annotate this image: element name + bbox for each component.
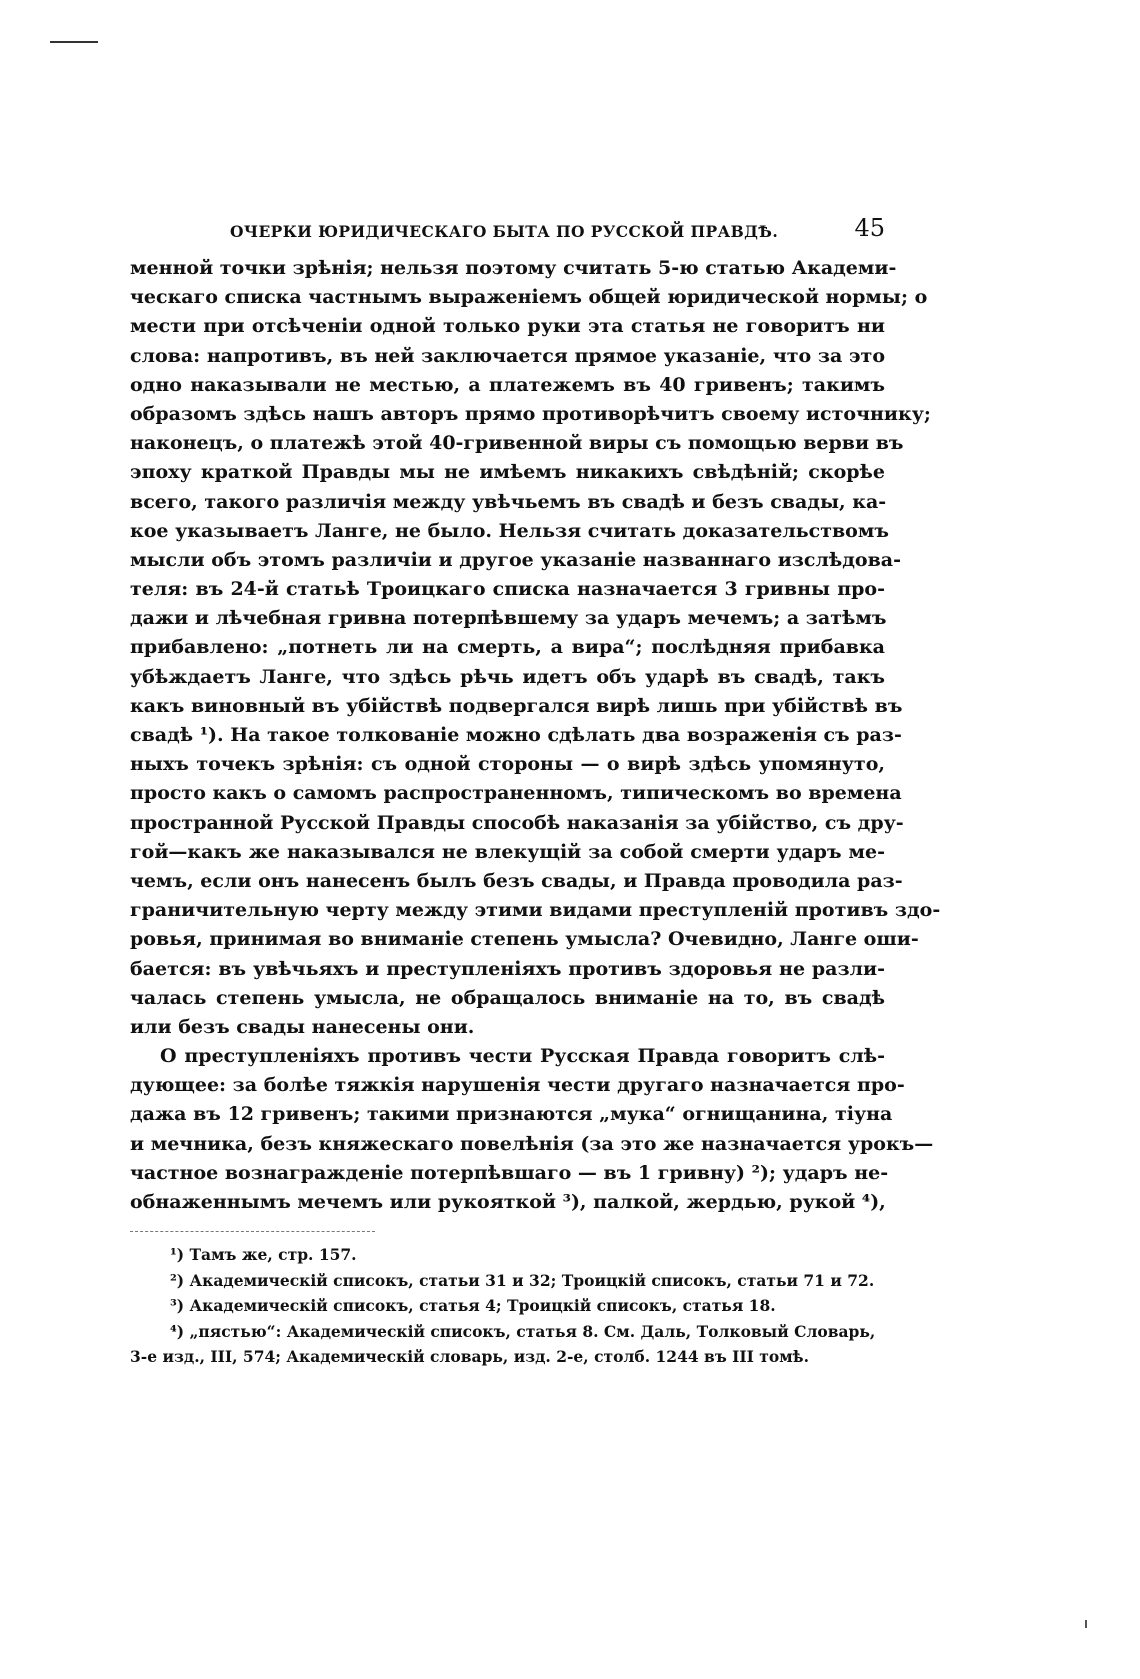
- text-line: дующее: за болѣе тяжкія нарушенія чести другаго назначается про-: [130, 1074, 905, 1097]
- text-line: чалась степень умысла, не обращалось вниманіе на то, въ свадѣ: [130, 986, 885, 1009]
- text-line: бается: въ увѣчьяхъ и преступленіяхъ противъ здоровья не разли-: [130, 957, 885, 980]
- text-line: чемъ, если онъ нанесенъ былъ безъ свады, и Правда проводила раз-: [130, 869, 903, 892]
- text-line: граничительную черту между этими видами преступленій противъ здо-: [130, 899, 941, 922]
- paragraph-start-line: О преступленіяхъ противъ чести Русская Правда говоритъ слѣ-: [160, 1045, 885, 1068]
- text-line: ческаго списка частнымъ выраженіемъ общей юридической нормы; о: [130, 286, 928, 309]
- text-line: и мечника, безъ княжескаго повелѣнія (за это же назначается урокъ—: [130, 1132, 934, 1155]
- text-line: образомъ здѣсь нашъ авторъ прямо противорѣчитъ своему источнику;: [130, 402, 931, 425]
- text-line: эпоху краткой Правды мы не имѣемъ никакихъ свѣдѣній; скорѣе: [130, 461, 885, 484]
- text-line: прибавлено: „потнеть ли на смерть, а вира“; послѣдняя прибавка: [130, 636, 885, 659]
- text-line: просто какъ о самомъ распространенномъ, типическомъ во времена: [130, 782, 902, 805]
- text-line: одно наказывали не местью, а платежемъ въ 40 гривенъ; такимъ: [130, 373, 885, 396]
- text-line: мести при отсѣченіи одной только руки эта статья не говоритъ ни: [130, 315, 885, 338]
- footnote-separator: [130, 1231, 375, 1232]
- text-line: всего, такого различія между увѣчьемъ въ свадѣ и безъ свады, ка-: [130, 490, 887, 513]
- text-line: гой—какъ же наказывался не влекущій за собой смерти ударъ ме-: [130, 840, 885, 863]
- text-line: слова: напротивъ, въ ней заключается прямое указаніе, что за это: [130, 344, 885, 367]
- footnote-4: ⁴) „пястью“: Академическій списокъ, статья 8. См. Даль, Толковый Словарь,: [170, 1321, 876, 1341]
- text-line: дажи и лѣчебная гривна потерпѣвшему за ударъ мечемъ; а затѣмъ: [130, 607, 887, 630]
- footnote-1: ¹) Тамъ же, стр. 157.: [170, 1245, 357, 1265]
- text-line: ныхъ точекъ зрѣнія: съ одной стороны — о вирѣ здѣсь упомянуто,: [130, 753, 885, 776]
- page-number: 45: [854, 214, 885, 242]
- text-line: мысли объ этомъ различіи и другое указаніе названнаго изслѣдова-: [130, 548, 901, 571]
- body-text: [130, 254, 941, 1217]
- top-margin-rule: [50, 41, 98, 43]
- text-line: дажа въ 12 гривенъ; такими признаются „мука“ огнищанина, тіуна: [130, 1103, 893, 1126]
- footnotes: [130, 1242, 885, 1370]
- footnote-4-continued: 3-е изд., III, 574; Академическій словарь, изд. 2-е, столб. 1244 въ III томѣ.: [130, 1347, 809, 1367]
- text-line: свадѣ ¹). На такое толкованіе можно сдѣлать два возраженія съ раз-: [130, 724, 902, 746]
- book-page: [130, 214, 941, 1370]
- text-line: убѣждаетъ Ланге, что здѣсь рѣчь идетъ объ ударѣ въ свадѣ, такъ: [130, 665, 885, 688]
- text-line: ровья, принимая во вниманіе степень умысла? Очевидно, Ланге оши-: [130, 928, 919, 951]
- footnote-2: ²) Академическій списокъ, статьи 31 и 32; Троицкій списокъ, статьи 71 и 72.: [170, 1270, 875, 1290]
- text-line: частное вознагражденіе потерпѣвшаго — въ 1 гривну) ²); ударъ не-: [130, 1161, 889, 1184]
- text-line: какъ виновный въ убійствѣ подвергался вирѣ лишь при убійствѣ въ: [130, 694, 903, 717]
- text-line: теля: въ 24-й статьѣ Троицкаго списка назначается 3 гривны про-: [130, 578, 885, 601]
- text-line: кое указываетъ Ланге, не было. Нельзя считать доказательствомъ: [130, 519, 889, 542]
- footnote-3: ³) Академическій списокъ, статья 4; Троицкій списокъ, статья 18.: [170, 1296, 776, 1316]
- margin-mark: [1085, 1620, 1087, 1628]
- text-line: менной точки зрѣнія; нельзя поэтому считать 5-ю статью Академи-: [130, 257, 897, 279]
- text-line: наконецъ, о платежѣ этой 40-гривенной виры съ помощью верви въ: [130, 432, 904, 455]
- running-title: ОЧЕРКИ ЮРИДИЧЕСКАГО БЫТА ПО РУССКОЙ ПРАВДѢ.: [230, 222, 779, 241]
- text-line: пространной Русской Правды способѣ наказанія за убійство, съ дру-: [130, 811, 904, 834]
- running-header: [130, 214, 885, 250]
- paragraph-end-line: или безъ свады нанесены они.: [130, 1015, 475, 1038]
- text-line: обнаженнымъ мечемъ или рукояткой ³), палкой, жердью, рукой ⁴),: [130, 1191, 886, 1213]
